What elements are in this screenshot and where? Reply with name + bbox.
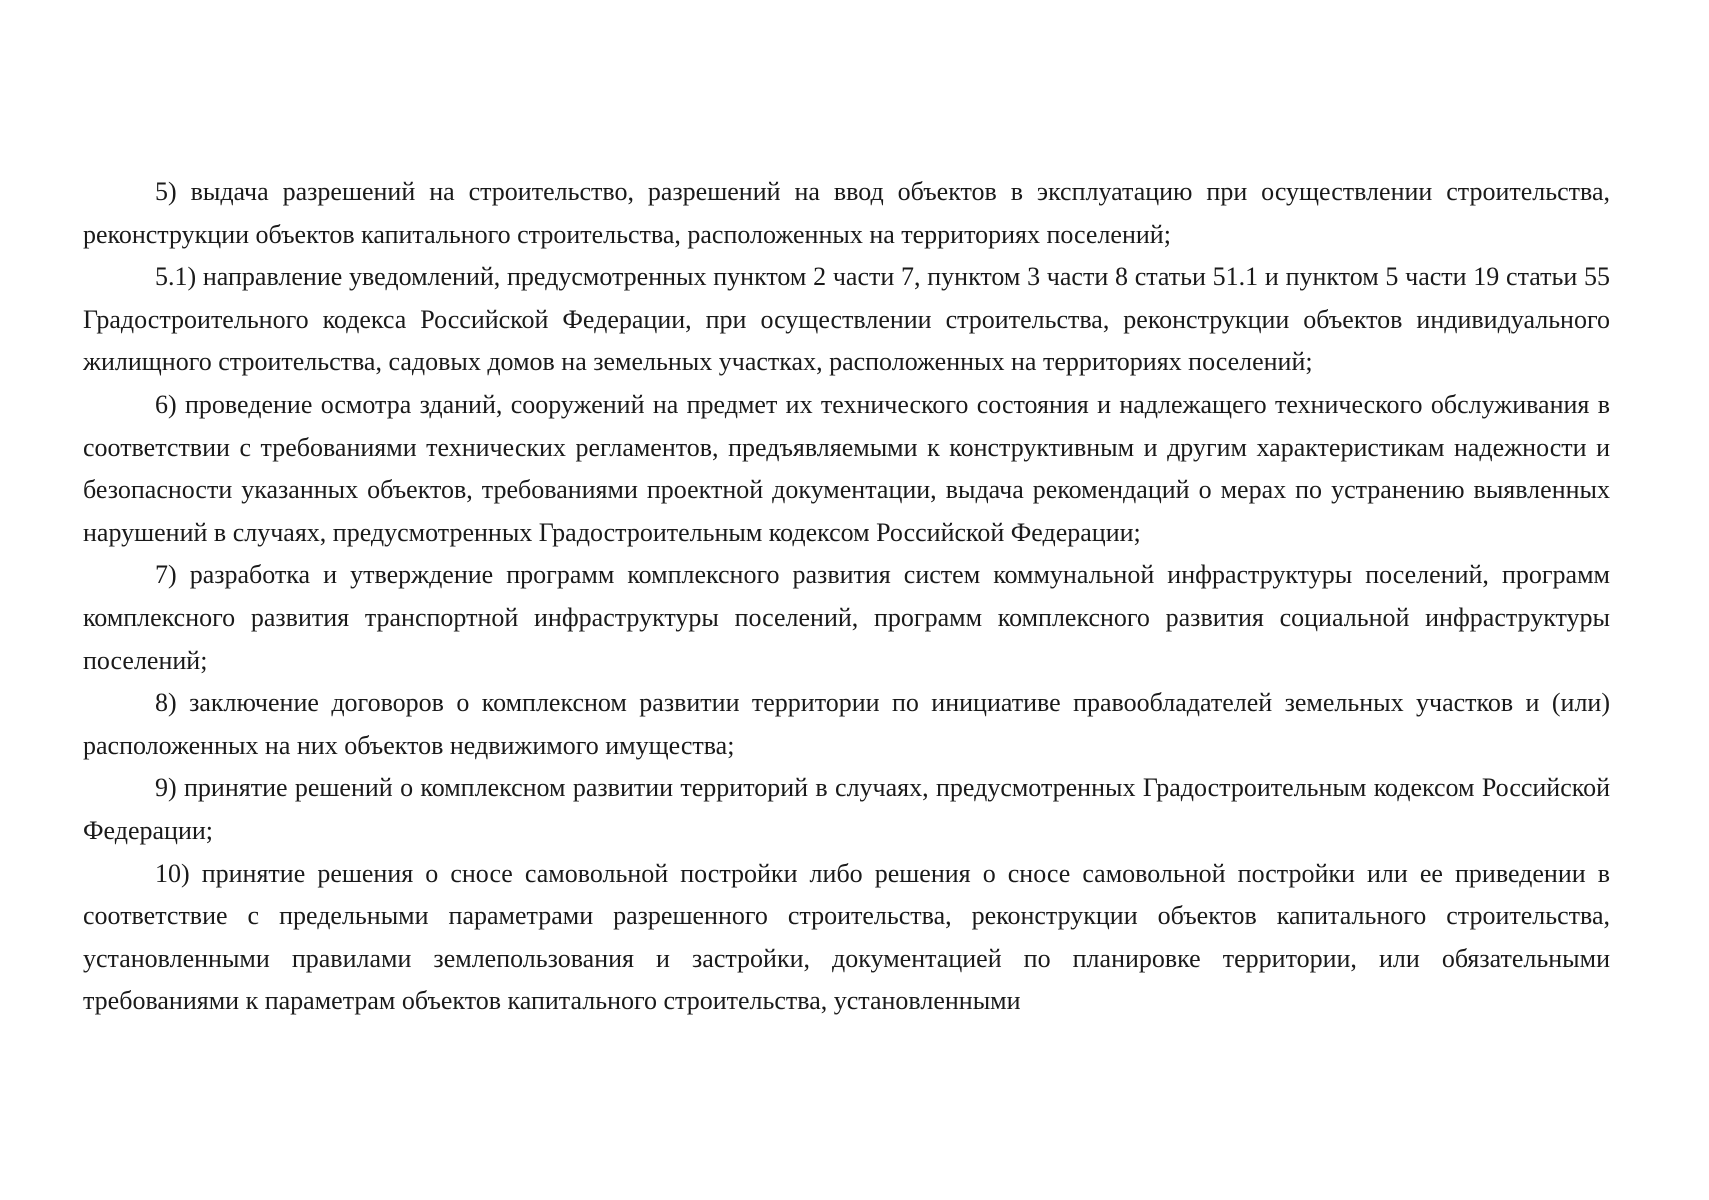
paragraph-item-10: 10) принятие решения о сносе самовольной постройки либо решения о сносе самовольной постройки или ее приведении в соответствие с предельными параметрами разрешенного строительства, реконструкции объектов капитального строительства, установленными правилами землепользования и застройки, документацией по планировке территории, или обязательными требованиями к параметрам объектов капитального строительства, установленными	[83, 858, 1610, 1016]
paragraph-item-7: 7) разработка и утверждение программ комплексного развития систем коммунальной инфраструктуры поселений, программ комплексного развития транспортной инфраструктуры поселений, программ комплексного развития социальной инфраструктуры поселений;	[83, 560, 1610, 675]
document-body	[83, 171, 1610, 1023]
paragraph-item-6: 6) проведение осмотра зданий, сооружений на предмет их технического состояния и надлежащего технического обслуживания в соответствии с требованиями технических регламентов, предъявляемыми к конструктивным и другим характеристикам надежности и безопасности указанных объектов, требованиями проектной документации, выдача рекомендаций о мерах по устранению выявленных нарушений в случаях, предусмотренных Градостроительным кодексом Российской Федерации;	[83, 389, 1610, 547]
paragraph-item-8: 8) заключение договоров о комплексном развитии территории по инициативе правообладателей земельных участков и (или) расположенных на них объектов недвижимого имущества;	[83, 688, 1610, 760]
paragraph-item-5: 5) выдача разрешений на строительство, разрешений на ввод объектов в эксплуатацию при осуществлении строительства, реконструкции объектов капитального строительства, расположенных на территориях поселений;	[83, 177, 1610, 249]
paragraph-item-5-1: 5.1) направление уведомлений, предусмотренных пунктом 2 части 7, пунктом 3 части 8 статьи 51.1 и пунктом 5 части 19 статьи 55 Градостроительного кодекса Российской Федерации, при осуществлении строительства, реконструкции объектов индивидуального жилищного строительства, садовых домов на земельных участках, расположенных на территориях поселений;	[83, 262, 1610, 377]
paragraph-item-9: 9) принятие решений о комплексном развитии территорий в случаях, предусмотренных Градостроительным кодексом Российской Федерации;	[83, 773, 1610, 845]
